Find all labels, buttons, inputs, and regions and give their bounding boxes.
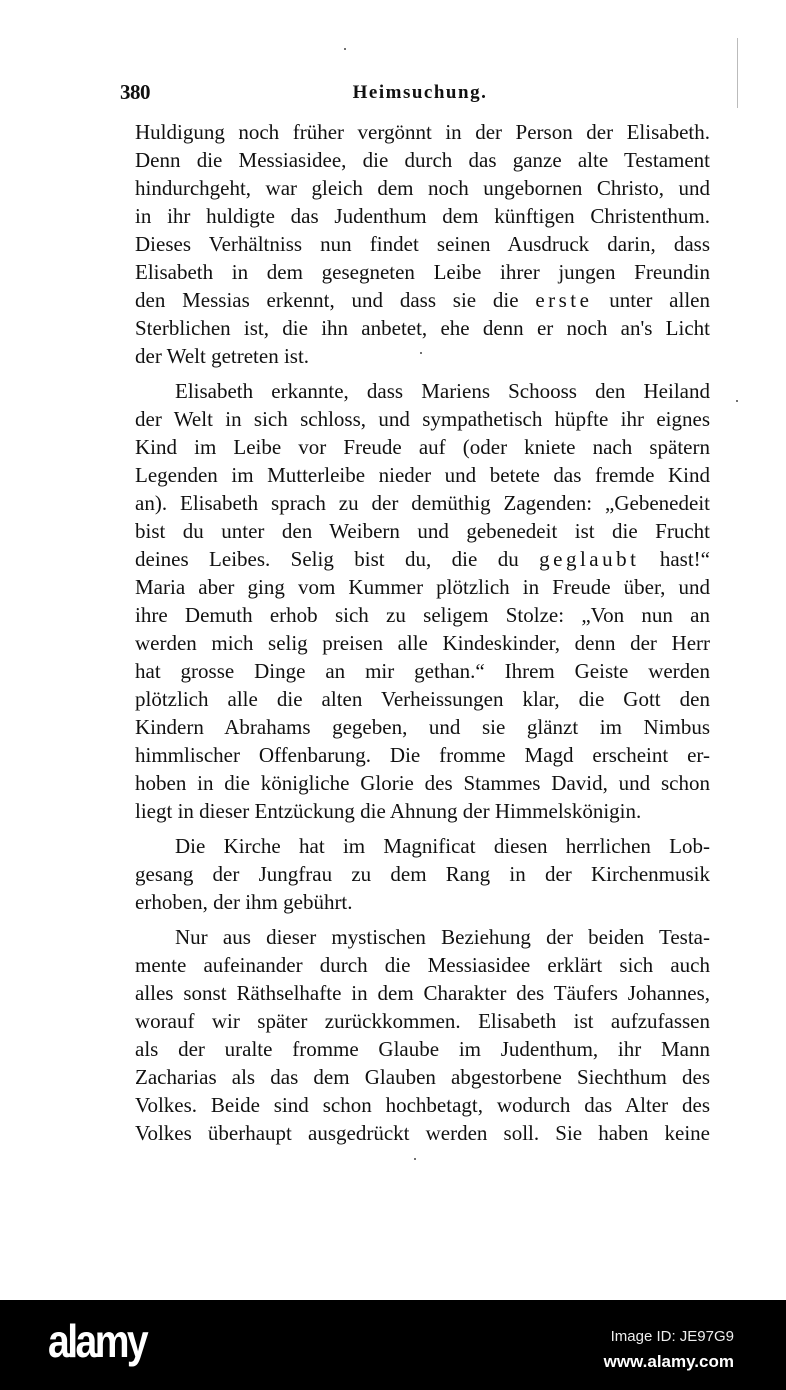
text-line — [135, 629, 710, 657]
text-segment: Volkes überhaupt ausgedrückt werden soll. Sie haben keine — [135, 1121, 710, 1145]
page-edge-line — [737, 38, 738, 108]
text-segment: hast!“ — [639, 547, 710, 571]
text-segment: Volkes. Beide sind schon hochbetagt, wodurch das Alter des — [135, 1093, 710, 1117]
text-segment: Huldigung noch früher vergönnt in der Person der Elisabeth. — [135, 120, 710, 144]
text-line — [135, 979, 710, 1007]
text-segment: Kind im Leibe vor Freude auf (oder kniete nach spätern — [135, 435, 710, 459]
scan-speck — [344, 48, 346, 50]
text-segment: unter allen — [592, 288, 710, 312]
text-line — [135, 741, 710, 769]
text-line — [135, 888, 710, 916]
text-line — [135, 601, 710, 629]
paragraph — [135, 923, 710, 1147]
text-segment: Dieses Verhältniss nun findet seinen Ausdruck darin, dass — [135, 232, 710, 256]
text-line — [135, 1035, 710, 1063]
text-segment: mente aufeinander durch die Messiasidee erklärt sich auch — [135, 953, 710, 977]
watermark-bar — [0, 1300, 786, 1390]
text-line — [135, 202, 710, 230]
text-segment: Sterblichen ist, die ihn anbetet, ehe denn er noch an's Licht — [135, 316, 710, 340]
text-line — [135, 545, 710, 573]
text-segment: alles sonst Räthselhafte in dem Charakter des Täufers Johannes, — [135, 981, 710, 1005]
text-segment: Zacharias als das dem Glauben abgestorbene Siechthum des — [135, 1065, 710, 1089]
text-line — [135, 146, 710, 174]
text-segment: hindurchgeht, war gleich dem noch ungebornen Christo, und — [135, 176, 710, 200]
running-title: Heimsuchung. — [352, 82, 488, 103]
text-segment: deines Leibes. Selig bist du, die du — [135, 547, 540, 571]
text-segment: liegt in dieser Entzückung die Ahnung der Himmelskönigin. — [135, 799, 642, 823]
text-segment: in ihr huldigte das Judenthum dem künftigen Christenthum. — [135, 204, 710, 228]
text-segment: gesang der Jungfrau zu dem Rang in der Kirchenmusik — [135, 862, 710, 886]
text-segment: plötzlich alle die alten Verheissungen klar, die Gott den — [135, 687, 710, 711]
scan-speck — [414, 1158, 416, 1160]
text-line — [135, 342, 710, 370]
paragraph — [135, 377, 710, 825]
text-segment: bist du unter den Weibern und gebenedeit ist die Frucht — [135, 519, 710, 543]
text-segment: Elisabeth erkannte, dass Mariens Schooss den Heiland — [175, 379, 710, 403]
scan-speck — [736, 400, 738, 402]
text-line — [135, 573, 710, 601]
text-segment: Legenden im Mutterleibe nieder und betete das fremde Kind — [135, 463, 710, 487]
text-segment: den Messias erkennt, und dass sie die — [135, 288, 536, 312]
text-segment: an). Elisabeth sprach zu der demüthig Zagenden: „Gebenedeit — [135, 491, 710, 515]
text-line — [135, 286, 710, 314]
text-line — [135, 433, 710, 461]
image-id: Image ID: JE97G9 — [610, 1328, 734, 1345]
text-line — [135, 797, 710, 825]
text-segment: Denn die Messiasidee, die durch das ganze alte Testament — [135, 148, 710, 172]
text-line — [135, 174, 710, 202]
text-segment: Maria aber ging vom Kummer plötzlich in Freude über, und — [135, 575, 710, 599]
text-segment: ihre Demuth erhob sich zu seligem Stolze: „Von nun an — [135, 603, 710, 627]
text-line — [135, 657, 710, 685]
text-line — [135, 1063, 710, 1091]
text-segment: der Welt in sich schloss, und sympathetisch hüpfte ihr eignes — [135, 407, 710, 431]
text-segment: Nur aus dieser mystischen Beziehung der beiden Testa- — [175, 925, 710, 949]
text-segment: als der uralte fromme Glaube im Judenthum, ihr Mann — [135, 1037, 710, 1061]
text-line — [135, 258, 710, 286]
text-segment: Die Kirche hat im Magnificat diesen herrlichen Lob- — [175, 834, 710, 858]
text-segment: hat grosse Dinge an mir gethan.“ Ihrem Geiste werden — [135, 659, 710, 683]
text-line — [135, 377, 710, 405]
text-line — [135, 685, 710, 713]
text-line — [135, 923, 710, 951]
text-line — [135, 769, 710, 797]
text-line — [135, 1119, 710, 1147]
text-segment: werden mich selig preisen alle Kindeskinder, denn der Herr — [135, 631, 710, 655]
text-line — [135, 1091, 710, 1119]
text-segment: himmlischer Offenbarung. Die fromme Magd erscheint er- — [135, 743, 710, 767]
text-line — [135, 1007, 710, 1035]
text-line — [135, 517, 710, 545]
text-line — [135, 951, 710, 979]
text-line — [135, 489, 710, 517]
paragraph — [135, 832, 710, 916]
text-line — [135, 832, 710, 860]
spaced-emphasis: geglaubt — [539, 547, 640, 571]
text-line — [135, 860, 710, 888]
text-segment: der Welt getreten ist. — [135, 344, 310, 368]
text-segment: Kindern Abrahams gegeben, und sie glänzt im Nimbus — [135, 715, 710, 739]
text-segment: worauf wir später zurückkommen. Elisabeth ist aufzufassen — [135, 1009, 710, 1033]
paragraph — [135, 118, 710, 370]
body-text — [135, 118, 710, 1147]
page-number: 380 — [120, 80, 150, 104]
text-segment: Elisabeth in dem gesegneten Leibe ihrer jungen Freundin — [135, 260, 710, 284]
text-line — [135, 713, 710, 741]
website-url: www.alamy.com — [603, 1352, 734, 1371]
text-line — [135, 405, 710, 433]
alamy-logo: alamy — [48, 1315, 147, 1367]
text-line — [135, 314, 710, 342]
text-line — [135, 118, 710, 146]
text-line — [135, 461, 710, 489]
text-segment: erhoben, der ihm gebührt. — [135, 890, 353, 914]
spaced-emphasis: erste — [535, 288, 593, 312]
text-line — [135, 230, 710, 258]
text-segment: hoben in die königliche Glorie des Stammes David, und schon — [135, 771, 710, 795]
